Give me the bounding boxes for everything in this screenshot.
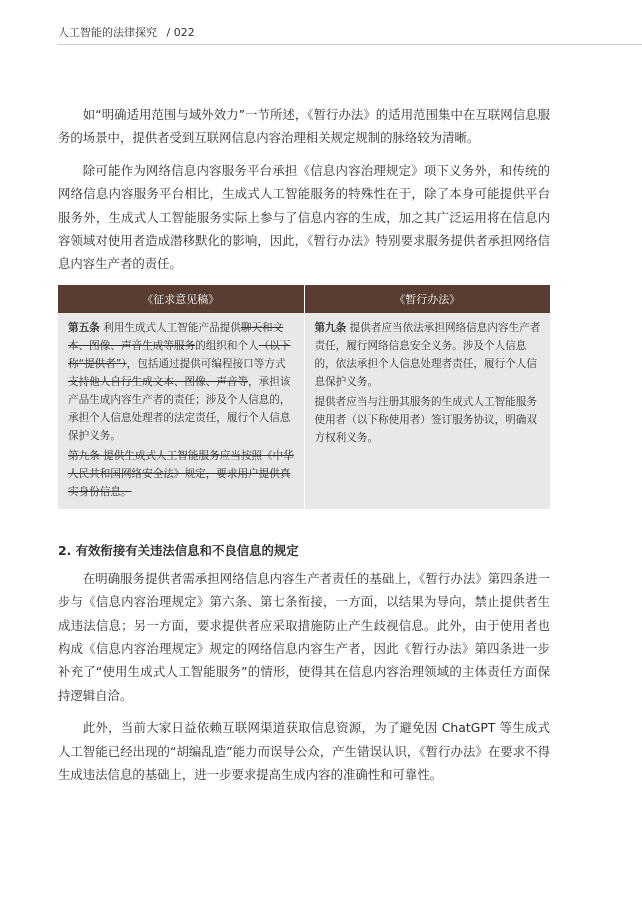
running-header [58, 24, 195, 40]
book-title: 人工智能的法律探究 [58, 26, 157, 39]
paragraph: 在明确服务提供者需承担网络信息内容生产者责任的基础上，《暂行办法》第四条进一步与《信息内容治理规定》第六条、第七条衔接，一方面，以结果为导向，禁止提供者生成违法信息；另一方面，要求提供者应采取措施防止产生歧视信息。此外，由于使用者也构成《信息内容治理规定》规定的网络信息内容生产者，因此《暂行办法》第四条进一步补充了“使用生成式人工智能服务”的情形，使得其在信息内容治理领域的主体责任方面保持逻辑自洽。 [58, 570, 550, 703]
interim-article-9-para-2: 提供者应当与注册其服务的生成式人工智能服务使用者（以下称使用者）签订服务协议，明确双方权利义务。 [314, 395, 537, 444]
interim-article-9: 第九条 提供者应当依法承担网络信息内容生产者责任，履行网络信息安全义务。涉及个人信息的，依法承担个人信息处理者责任，履行个人信息保护义务。 [314, 321, 541, 388]
draft-article-5: 第五条 利用生成式人工智能产品提供聊天和文本、图像、声音生成等服务的组织和个人（以下称“提供者”），包括通过提供可编程接口等方式支持他人自行生成文本、图像、声音等，承担该产品生成内容生产者的责任；涉及个人信息的，承担个人信息处理者的法定责任，履行个人信息保护义务。 [68, 321, 291, 442]
deleted-text: （以下称“提供者”） [68, 339, 291, 370]
page-body [58, 103, 550, 796]
column-header-draft: 《征求意见稿》 [58, 285, 304, 313]
header-rule [58, 44, 642, 45]
page-number: / 022 [166, 26, 195, 39]
paragraph: 此外，当前大家日益依赖互联网渠道获取信息资源，为了避免因 ChatGPT 等生成式人工智能已经出现的“胡编乱造”能力而误导公众，产生错误认识，《暂行办法》在要求不得生成违法信息的基础上，进一步要求提高生成内容的准确性和可靠性。 [58, 720, 550, 783]
column-header-interim: 《暂行办法》 [304, 285, 550, 313]
paragraph: 除可能作为网络信息内容服务平台承担《信息内容治理规定》项下义务外，和传统的网络信息内容服务平台相比，生成式人工智能服务的特殊性在于，除了本身可能提供平台服务外，生成式人工智能服务实际上参与了信息内容的生成，加之其广泛运用将在信息内容领域对使用者造成潜移默化的影响，因此，《暂行办法》特别要求服务提供者承担网络信息内容生产者的责任。 [58, 162, 550, 272]
article-number: 第九条 [314, 321, 347, 334]
deleted-text: 聊天和文本、图像、声音生成等服务 [68, 321, 284, 352]
comparison-table [58, 285, 550, 509]
interim-cell [304, 313, 550, 509]
paragraph: 如“明确适用范围与域外效力”一节所述，《暂行办法》的适用范围集中在互联网信息服务的场景中，提供者受到互联网信息内容治理相关规定规制的脉络较为清晰。 [58, 107, 550, 146]
draft-cell [58, 313, 304, 509]
deleted-text: 支持他人自行生成文本、图像、声音等 [68, 375, 249, 388]
section-heading: 2. 有效衔接有关违法信息和不良信息的规定 [58, 542, 299, 558]
draft-article-9-deleted: 第九条 提供生成式人工智能服务应当按照《中华人民共和国网络安全法》规定，要求用户提供真实身份信息。 [68, 449, 294, 498]
article-number: 第五条 [68, 321, 100, 334]
